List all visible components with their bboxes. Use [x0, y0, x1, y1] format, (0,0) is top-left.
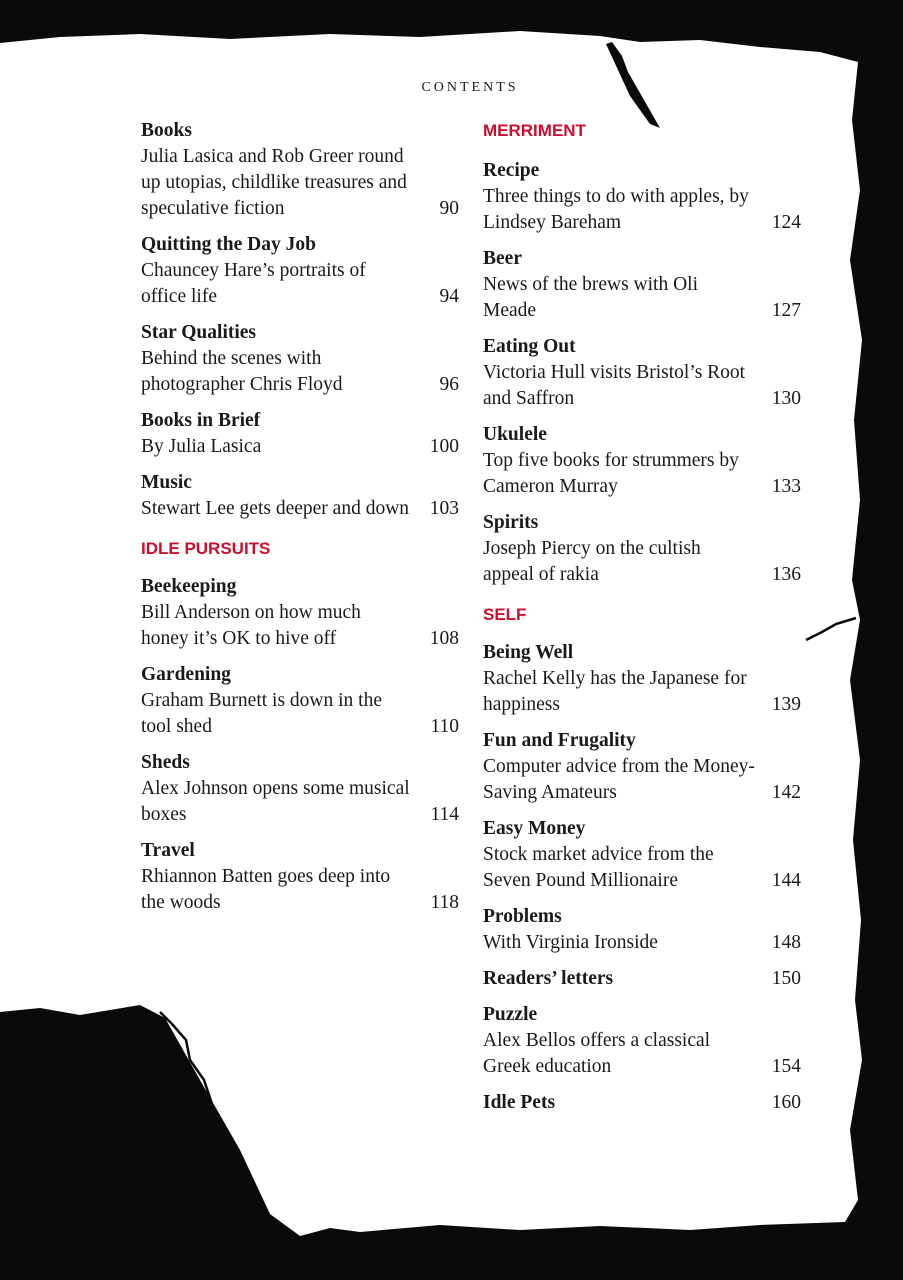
- toc-entry[interactable]: [141, 662, 459, 740]
- entry-page-number: 114: [430, 804, 459, 825]
- entry-title: Problems: [483, 906, 562, 927]
- toc-entry[interactable]: [483, 640, 801, 718]
- entry-page-number: 150: [771, 968, 801, 989]
- entry-title: Books in Brief: [141, 410, 261, 431]
- toc-entry[interactable]: [483, 966, 801, 992]
- entry-description: Bill Anderson on how much honey it’s OK to hive off: [141, 602, 361, 649]
- entry-page-number: 130: [771, 388, 801, 409]
- page-header: CONTENTS: [421, 80, 519, 95]
- entry-title: Beer: [483, 248, 522, 269]
- entry-description: Graham Burnett is down in the tool shed: [141, 690, 382, 737]
- entry-title: Fun and Frugality: [483, 730, 636, 751]
- toc-entry[interactable]: [141, 574, 459, 652]
- toc-entry[interactable]: [483, 158, 801, 236]
- entry-title: Being Well: [483, 642, 574, 663]
- entry-description: Rhiannon Batten goes deep into the woods: [141, 866, 391, 913]
- entry-page-number: 144: [771, 870, 801, 891]
- entry-title: Spirits: [483, 512, 539, 533]
- entry-description: News of the brews with Oli Meade: [483, 274, 699, 321]
- toc-entry[interactable]: [141, 470, 459, 522]
- section-heading-merriment: MERRIMENT: [483, 121, 586, 140]
- entry-description: By Julia Lasica: [141, 436, 262, 457]
- entry-description: Stock market advice from the Seven Pound Millionaire: [483, 844, 714, 891]
- toc-entry[interactable]: [483, 1090, 801, 1116]
- entry-title: Idle Pets: [483, 1092, 556, 1113]
- entry-description: Victoria Hull visits Bristol’s Root and Saffron: [483, 362, 746, 409]
- entry-description: Behind the scenes with photographer Chris Floyd: [141, 348, 343, 395]
- entry-title: Travel: [141, 840, 195, 861]
- entry-title: Books: [141, 120, 192, 141]
- entry-page-number: 127: [771, 300, 801, 321]
- entry-description: Three things to do with apples, by Lindsey Bareham: [483, 186, 749, 233]
- toc-entry[interactable]: [483, 1002, 801, 1080]
- entry-title: Eating Out: [483, 336, 576, 357]
- toc-entry[interactable]: [483, 510, 801, 588]
- entry-description: Top five books for strummers by Cameron Murray: [483, 450, 739, 497]
- entry-title: Gardening: [141, 664, 231, 685]
- entry-description: Julia Lasica and Rob Greer round up utopias, childlike treasures and speculative fiction: [141, 146, 407, 219]
- section-heading-self: SELF: [483, 605, 527, 624]
- entry-title: Quitting the Day Job: [141, 234, 316, 255]
- entry-title: Ukulele: [483, 424, 547, 445]
- entry-page-number: 133: [771, 476, 801, 497]
- entry-page-number: 124: [771, 212, 801, 233]
- toc-entry[interactable]: [483, 904, 801, 956]
- entry-page-number: 139: [771, 694, 801, 715]
- entry-description: Alex Bellos offers a classical Greek education: [483, 1030, 711, 1077]
- entry-page-number: 136: [771, 564, 801, 585]
- entry-title: Recipe: [483, 160, 540, 181]
- toc-entry[interactable]: [483, 728, 801, 806]
- entry-page-number: 142: [771, 782, 801, 803]
- entry-title: Music: [141, 472, 192, 493]
- entry-page-number: 100: [429, 436, 459, 457]
- entry-title: Puzzle: [483, 1004, 538, 1025]
- entry-title: Beekeeping: [141, 576, 237, 597]
- right-column: [483, 118, 801, 1126]
- entry-page-number: 118: [430, 892, 459, 913]
- entry-description: Computer advice from the Money-Saving Amateurs: [483, 756, 755, 803]
- toc-entry[interactable]: [483, 816, 801, 894]
- toc-entry[interactable]: [141, 750, 459, 828]
- entry-page-number: 108: [429, 628, 459, 649]
- entry-page-number: 94: [439, 286, 459, 307]
- entry-page-number: 110: [430, 716, 459, 737]
- entry-page-number: 90: [439, 198, 459, 219]
- entry-title: Easy Money: [483, 818, 586, 839]
- toc-entry[interactable]: [141, 320, 459, 398]
- toc-entry[interactable]: [483, 334, 801, 412]
- entry-title: Readers’ letters: [483, 968, 614, 989]
- entry-page-number: 148: [771, 932, 801, 953]
- toc-entry[interactable]: [141, 118, 459, 222]
- toc-entry[interactable]: [141, 232, 459, 310]
- entry-description: With Virginia Ironside: [483, 932, 658, 953]
- toc-entry[interactable]: [483, 422, 801, 500]
- entry-description: Rachel Kelly has the Japanese for happiness: [483, 668, 747, 715]
- toc-entry[interactable]: [483, 246, 801, 324]
- entry-page-number: 96: [439, 374, 459, 395]
- entry-page-number: 103: [429, 498, 459, 519]
- entry-description: Stewart Lee gets deeper and down: [141, 498, 410, 519]
- entry-description: Joseph Piercy on the cultish appeal of rakia: [483, 538, 701, 585]
- toc-entry[interactable]: [141, 838, 459, 916]
- entry-page-number: 160: [771, 1092, 801, 1113]
- entry-description: Chauncey Hare’s portraits of office life: [141, 260, 366, 307]
- section-heading-idle-pursuits: IDLE PURSUITS: [141, 539, 271, 558]
- entry-title: Star Qualities: [141, 322, 257, 343]
- left-column: [141, 118, 459, 926]
- entry-title: Sheds: [141, 752, 190, 773]
- toc-entry[interactable]: [141, 408, 459, 460]
- entry-description: Alex Johnson opens some musical boxes: [141, 778, 410, 825]
- entry-page-number: 154: [771, 1056, 801, 1077]
